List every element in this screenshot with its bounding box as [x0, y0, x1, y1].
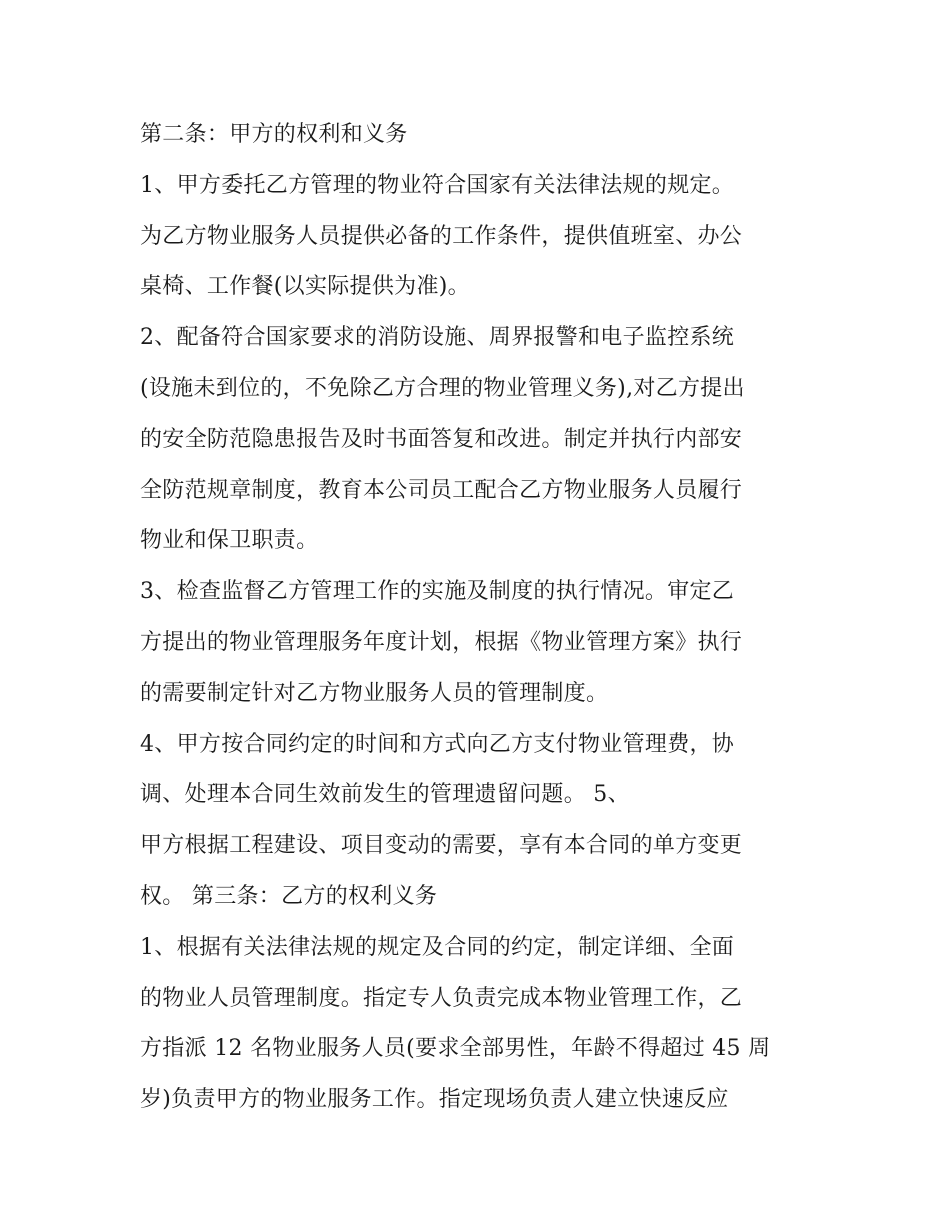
text-line: 岁)负责甲方的物业服务工作。指定现场负责人建立快速反应 [140, 1087, 729, 1113]
text-line: 调、处理本合同生效前发生的管理遗留问题。 5、 [140, 782, 630, 808]
text-line: 方指派 12 名物业服务人员(要求全部男性，年龄不得超过 45 周 [140, 1036, 771, 1062]
text-line: 的物业人员管理制度。指定专人负责完成本物业管理工作，乙 [140, 985, 743, 1011]
text-line: 为乙方物业服务人员提供必备的工作条件，提供值班室、办公 [140, 223, 743, 249]
document-body [140, 110, 820, 1126]
text-line: 桌椅、工作餐(以实际提供为准)。 [140, 274, 470, 300]
text-line: (设施未到位的，不免除乙方合理的物业管理义务),对乙方提出 [140, 375, 745, 401]
text-line: 1、甲方委托乙方管理的物业符合国家有关法律法规的规定。 [140, 172, 735, 198]
text-line: 物业和保卫职责。 [140, 528, 319, 554]
text-line: 方提出的物业管理服务年度计划，根据《物业管理方案》执行 [140, 629, 743, 655]
text-line: 4、甲方按合同约定的时间和方式向乙方支付物业管理费，协 [140, 731, 735, 757]
text-line: 的需要制定针对乙方物业服务人员的管理制度。 [140, 680, 609, 706]
text-line: 权。 第三条：乙方的权利义务 [140, 883, 438, 909]
text-line: 的安全防范隐患报告及时书面答复和改进。制定并执行内部安 [140, 426, 743, 452]
text-line: 全防范规章制度，教育本公司员工配合乙方物业服务人员履行 [140, 477, 743, 503]
text-line: 2、配备符合国家要求的消防设施、周界报警和电子监控系统 [140, 325, 735, 351]
text-line: 甲方根据工程建设、项目变动的需要，享有本合同的单方变更 [140, 833, 743, 859]
text-line: 1、根据有关法律法规的规定及合同的约定，制定详细、全面 [140, 934, 735, 960]
text-line: 3、检查监督乙方管理工作的实施及制度的执行情况。审定乙 [140, 579, 735, 605]
text-line: 第二条：甲方的权利和义务 [140, 122, 408, 147]
